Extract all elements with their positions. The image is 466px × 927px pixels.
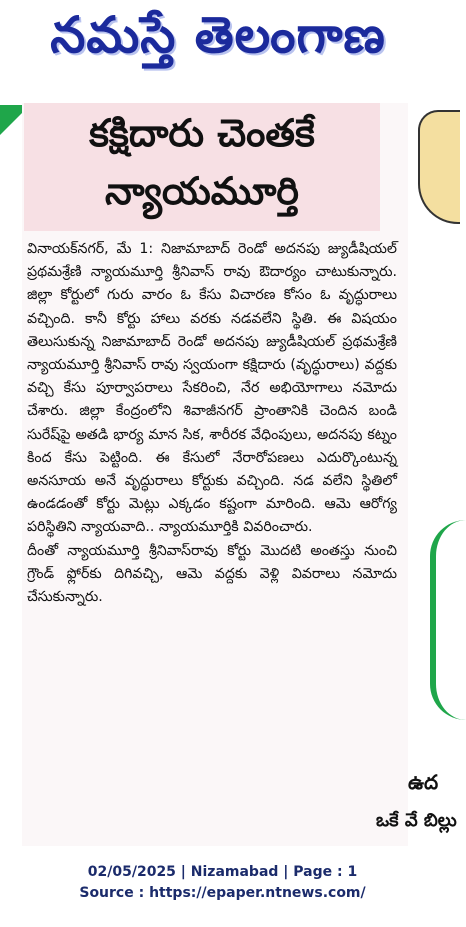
headline-line-1: కక్షిదారు చెంతకే	[89, 111, 315, 155]
headline-box	[24, 103, 380, 231]
adjacent-headline-fragment-1: ఉద	[408, 770, 439, 794]
article-body	[27, 238, 397, 609]
body-paragraph-2: దీంతో న్యాయమూర్తి శ్రీనివాస్‌రావు కోర్టు మొదటి అంతస్తు నుంచి గ్రౌండ్‌ ఫ్లోర్‌కు దిగివచ్చి, ఆమె వద్దకు వెళ్లి వివరాలు నమోదు చేసుకున్నారు.	[27, 542, 397, 606]
footer-source-link[interactable]: Source : https://epaper.ntnews.com/	[79, 885, 366, 901]
headline-line-2: న్యాయమూర్తి	[105, 169, 299, 213]
adjacent-headline-fragment-2: ఒకే వే బిల్లు	[376, 810, 457, 831]
adjacent-illustration	[418, 110, 460, 224]
masthead	[0, 0, 445, 90]
footer-date-edition: 02/05/2025 | Nizamabad | Page : 1	[87, 864, 358, 880]
adjacent-green-graphic	[430, 520, 466, 720]
clipping-footer	[0, 862, 445, 904]
body-paragraph-1: వినాయక్‌నగర్‌, మే 1: నిజామాబాద్‌ రెండో అదనపు జ్యుడీషియల్‌ ప్రథమశ్రేణి న్యాయమూర్తి శ్రీనివాస్‌ రావు ఔదార్యం చాటుకున్నారు. జిల్లా కోర్టులో గురు వారం ఓ కేసు విచారణ కోసం ఓ వృద్ధురాలు వచ్చింది. కానీ కోర్టు హాలు వరకు నడవలేని స్థితి. ఈ విషయం తెలుసుకున్న నిజామాబాద్‌ రెండో అదనపు జ్యుడీషియల్‌ ప్రథమశ్రేణి న్యాయమూర్తి శ్రీనివాస్‌ రావు స్వయంగా కక్షిదారు (వృద్ధురాలు) వద్దకు వచ్చి కేసు పూర్వాపరాలు సేకరించి, నేర అభియోగాలు నమోదు చేశారు. జిల్లా కేంద్రంలోని శివాజీనగర్‌ ప్రాంతానికి చెందిన బండి సురేష్‌పై అతడి భార్య మాన సిక, శారీరక వేధింపులు, అదనపు కట్నం కింద కేసు పెట్టింది. ఈ కేసులో నేరారోపణలు ఎదుర్కొంటున్న అనసూయ అనే వృద్ధురాలు కోర్టుకు వచ్చింది. నడ వలేని స్థితిలో ఉండడంతో కోర్టు మెట్లు ఎక్కడం కష్టంగా మారింది. ఆమె ఆరోగ్య పరిస్థితిని న్యాయవాది.. న్యాయమూర్తికి వివరించారు.	[27, 241, 397, 536]
newspaper-logo: నమస్తే తెలంగాణ	[50, 5, 386, 64]
